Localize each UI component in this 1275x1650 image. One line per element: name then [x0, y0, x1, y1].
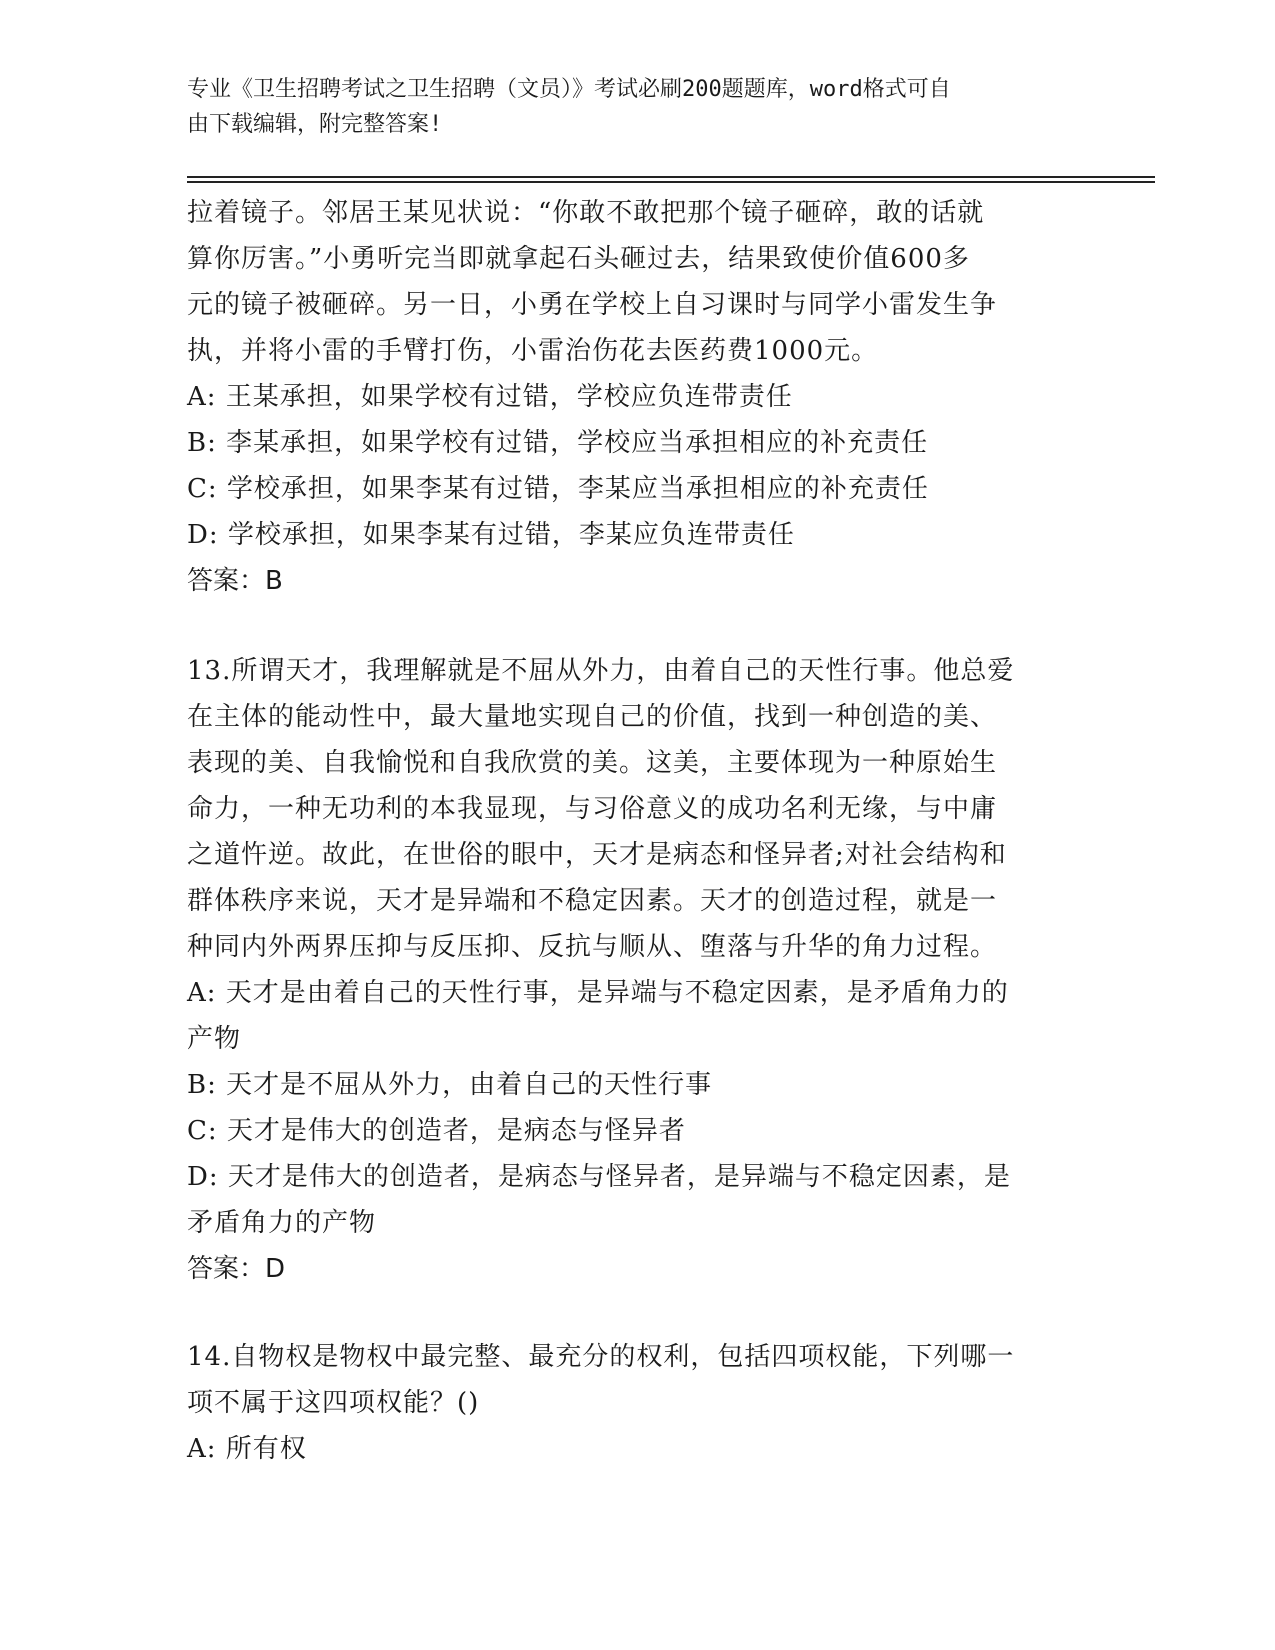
- question-12-option-b: B: 李某承担，如果学校有过错，学校应当承担相应的补充责任: [187, 428, 929, 458]
- question-14: [187, 1334, 1087, 1472]
- question-13-option-d-continued: 矛盾角力的产物: [187, 1208, 377, 1238]
- question-12-text-line: 拉着镜子。邻居王某见状说：“你敢不敢把那个镜子砸碎，敢的话就: [187, 198, 985, 228]
- question-12: [187, 190, 1087, 604]
- question-13-text-line: 命力，一种无功利的本我显现，与习俗意义的成功名利无缘，与中庸: [187, 794, 998, 824]
- question-12-option-c: C: 学校承担，如果李某有过错，李某应当承担相应的补充责任: [187, 474, 929, 504]
- question-12-text-line: 算你厉害。”小勇听完当即就拿起石头砸过去，结果致使价值600多: [187, 244, 970, 274]
- question-12-answer: 答案：B: [187, 566, 283, 596]
- question-14-text-line: 14.自物权是物权中最完整、最充分的权利，包括四项权能，下列哪一: [187, 1342, 1015, 1372]
- question-13-text-line: 13.所谓天才，我理解就是不屈从外力，由着自己的天性行事。他总爱: [187, 656, 1015, 686]
- question-12-option-a: A: 王某承担，如果学校有过错，学校应负连带责任: [187, 382, 793, 412]
- header-line-2: 由下载编辑，附完整答案!: [187, 112, 443, 137]
- question-12-text-line: 元的镜子被砸碎。另一日，小勇在学校上自习课时与同学小雷发生争: [187, 290, 998, 320]
- question-13-option-b: B: 天才是不屈从外力，由着自己的天性行事: [187, 1070, 713, 1100]
- spacer: [187, 604, 1087, 648]
- spacer: [187, 1292, 1087, 1334]
- header-line-1: 专业《卫生招聘考试之卫生招聘（文员）》考试必刷200题题库，word格式可自: [187, 77, 951, 102]
- document-header: [187, 72, 1067, 142]
- question-13-text-line: 在主体的能动性中，最大量地实现自己的价值，找到一种创造的美、: [187, 702, 998, 732]
- question-12-option-d: D: 学校承担，如果李某有过错，李某应负连带责任: [187, 520, 795, 550]
- question-13-text-line: 表现的美、自我愉悦和自我欣赏的美。这美，主要体现为一种原始生: [187, 748, 998, 778]
- header-rule-top: [187, 176, 1155, 178]
- question-13-text-line: 种同内外两界压抑与反压抑、反抗与顺从、堕落与升华的角力过程。: [187, 932, 998, 962]
- question-13: [187, 648, 1087, 1292]
- question-13-option-a-continued: 产物: [187, 1024, 242, 1054]
- question-14-text-line: 项不属于这四项权能？(): [187, 1388, 480, 1418]
- document-body: [187, 190, 1087, 1472]
- question-12-text-line: 执，并将小雷的手臂打伤，小雷治伤花去医药费1000元。: [187, 336, 879, 366]
- header-rule-bottom: [187, 181, 1155, 183]
- question-13-option-d: D: 天才是伟大的创造者，是病态与怪异者，是异端与不稳定因素，是: [187, 1162, 1011, 1192]
- question-13-option-a: A: 天才是由着自己的天性行事，是异端与不稳定因素，是矛盾角力的: [187, 978, 1009, 1008]
- question-13-option-c: C: 天才是伟大的创造者，是病态与怪异者: [187, 1116, 686, 1146]
- question-13-text-line: 之道忤逆。故此，在世俗的眼中，天才是病态和怪异者;对社会结构和: [187, 840, 1007, 870]
- question-14-option-a: A: 所有权: [187, 1434, 307, 1464]
- question-13-answer: 答案：D: [187, 1254, 286, 1284]
- question-13-text-line: 群体秩序来说，天才是异端和不稳定因素。天才的创造过程，就是一: [187, 886, 998, 916]
